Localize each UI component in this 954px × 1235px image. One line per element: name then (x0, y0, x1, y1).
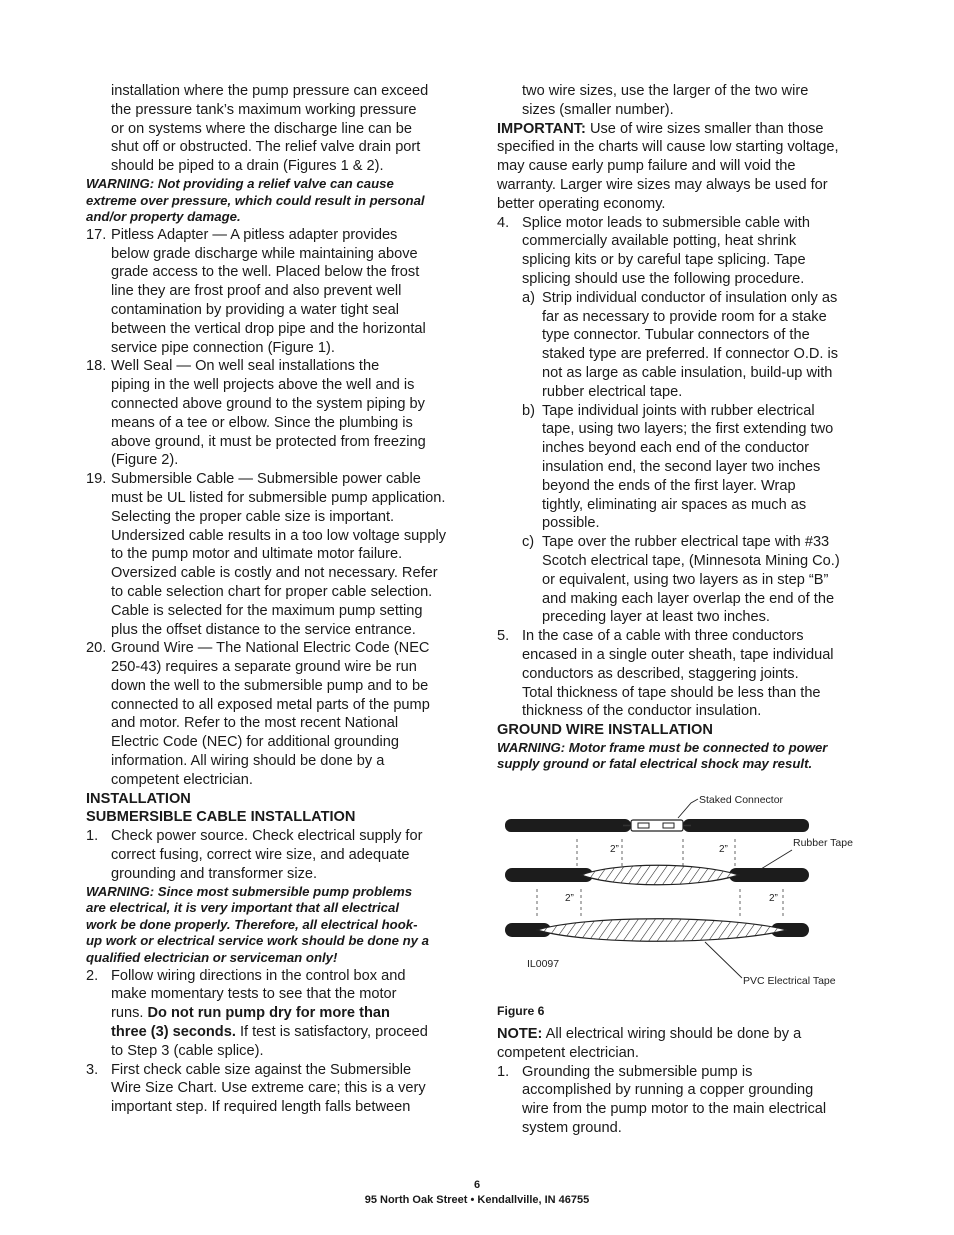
heading-ground-wire-installation: GROUND WIRE INSTALLATION (497, 722, 713, 739)
cable-left-top (505, 819, 631, 832)
step-4-splice-motor-leads: 4. Splice motor leads to submersible cable with commercially available potting, heat shrink splicing kits or by careful tape splicing. Tape splicing should use the following procedure. (497, 214, 810, 287)
right-column (497, 82, 867, 1138)
warning-motor-frame: WARNING: Motor frame must be connected to power supply ground or fatal electrical shock may result. (497, 739, 828, 772)
cable-bottom-row (505, 919, 836, 987)
cable-top-row (505, 794, 809, 832)
warning-electrical-problems: WARNING: Since most submersible pump problems are electrical, it is very important that all electrical work be done properly. Therefore, all electrical hook- up work or electrical service work should be done ny a qualified electrician or serviceman only! (86, 883, 429, 966)
heading-cable-installation: SUBMERSIBLE CABLE INSTALLATION (86, 809, 356, 826)
dim-label-2a: 2” (565, 893, 574, 905)
label-staked-connector: Staked Connector (699, 794, 784, 807)
crimp-mark-right (663, 823, 674, 828)
step-3-continued: two wire sizes, use the larger of the two wire sizes (smaller number). (522, 83, 809, 118)
item-20-ground-wire: 20. Ground Wire — The National Electric Code (NEC 250-43) requires a separate ground wire be run down the well to the submersible pump and to be connected to all exposed metal parts of the pump and motor. Refer to the most recent National Electric Code (NEC) for additional grounding information. All wiring should be done by a competent electrician. (86, 640, 430, 788)
warning-relief-valve: WARNING: Not providing a relief valve can cause extreme over pressure, which could result in personal and/or property damage. (86, 175, 425, 225)
crimp-mark-left (638, 823, 649, 828)
intro-paragraph: installation where the pump pressure can exceed the pressure tank’s maximum working pressure or on systems where the discharge line can be shut off or obstructed. The relief valve drain port should be piped to a drain (Figures 1 & 2). (111, 83, 429, 175)
cable-middle-row (505, 837, 853, 885)
figure-caption: Figure 6 (497, 1004, 545, 1019)
leader-staked (678, 799, 698, 818)
item-19-submersible-cable: 19. Submersible Cable — Submersible power cable must be UL listed for submersible pump application. Selecting the proper cable size is important. Undersized cable results in a too low voltage supply to the pump motor and ultimate motor failure. Oversized cable is costly and not necessary. Refer to cable selection chart for proper cable selection. Cable is selected for the maximum pump setting plus the offset distance to the service entrance. (86, 471, 447, 638)
step-3-cable-size: 3. First check cable size against the Submersible Wire Size Chart. Use extreme care; this is a very important step. If required length falls between (86, 1061, 426, 1116)
dim-label-1b: 2” (719, 844, 728, 856)
figure-6-splice-diagram (497, 791, 867, 1001)
step-1-power-source: 1. Check power source. Check electrical supply for correct fusing, correct wire size, and adequate grounding and transformer size. (86, 828, 423, 882)
step-2-wiring-directions: 2. Follow wiring directions in the control box and make momentary tests to see that the motor runs. Do not run pump dry for more than three (3) seconds. If test is satisfactory, proceed to Step 3 (cable splice). (86, 967, 428, 1059)
dimension-row-1 (577, 839, 735, 866)
heading-installation: INSTALLATION (86, 790, 191, 807)
important-paragraph: IMPORTANT: Use of wire sizes smaller than those specified in the charts will cause low starting voltage, may cause early pump failure and will void the warranty. Larger wire sizes may always be used for better operating economy. (497, 120, 839, 212)
substep-b-tape-joints: b) Tape individual joints with rubber electrical tape, using two layers; the first extending two inches beyond each end of the conductor insulation end, the second layer two inches beyond the ends of the first layer. Wrap tightly, eliminating air spaces as much as possible. (522, 402, 834, 532)
leader-rubber (761, 850, 792, 869)
cable-right-top (683, 819, 809, 832)
pvc-tape-wrap (537, 919, 787, 942)
left-column (86, 82, 462, 1117)
note-paragraph: NOTE: All electrical wiring should be done by a competent electrician. (497, 1026, 802, 1061)
item-17-pitless-adapter: 17. Pitless Adapter — A pitless adapter provides below grade discharge while maintaining above grade access to the well. Placed below the frost line they are frost proof and also prevent well contamination by providing a water tight seal between the vertical drop pipe and the horizontal service pipe connection (Figure 1). (86, 226, 426, 356)
dim-label-1a: 2” (610, 844, 619, 856)
label-pvc-tape: PVC Electrical Tape (743, 975, 836, 988)
label-rubber-tape: Rubber Tape (793, 837, 853, 850)
company-address: 95 North Oak Street • Kendallville, IN 46755 (364, 1194, 590, 1206)
item-18-well-seal: 18. Well Seal — On well seal installations the piping in the well projects above the well and is connected above ground to the system piping by means of a tee or elbow. Since the plumbing is above ground, it must be protected from freezing (Figure 2). (86, 358, 426, 469)
figure-code: IL0097 (527, 958, 560, 971)
substep-c-scotch-tape: c) Tape over the rubber electrical tape with #33 Scotch electrical tape, (Minnesota Mining Co.) or equivalent, using two layers as in step “B” and making each layer overlap the end of the preceding layer at least two inches. (522, 534, 840, 626)
dim-label-2b: 2” (769, 893, 778, 905)
leader-pvc (705, 942, 742, 978)
page-footer (0, 1178, 954, 1208)
step-5-three-conductors: 5. In the case of a cable with three conductors encased in a single outer sheath, tape individual conductors as described, staggering joints. Total thickness of tape should be less than the thickness of the conductor insulation. (497, 628, 834, 720)
page-number: 6 (473, 1179, 481, 1191)
ground-step-1: 1. Grounding the submersible pump is accomplished by running a copper grounding wire from the pump motor to the main electrical system ground. (497, 1063, 827, 1137)
substep-a-strip-conductor: a) Strip individual conductor of insulation only as far as necessary to provide room for a stake type connector. Tubular connectors of the staked type are preferred. If connector O.D. is not as large as cable insulation, build-up with rubber electrical tape. (522, 289, 839, 400)
rubber-tape-wrap (581, 865, 739, 885)
splice-diagram-svg (497, 791, 867, 1001)
